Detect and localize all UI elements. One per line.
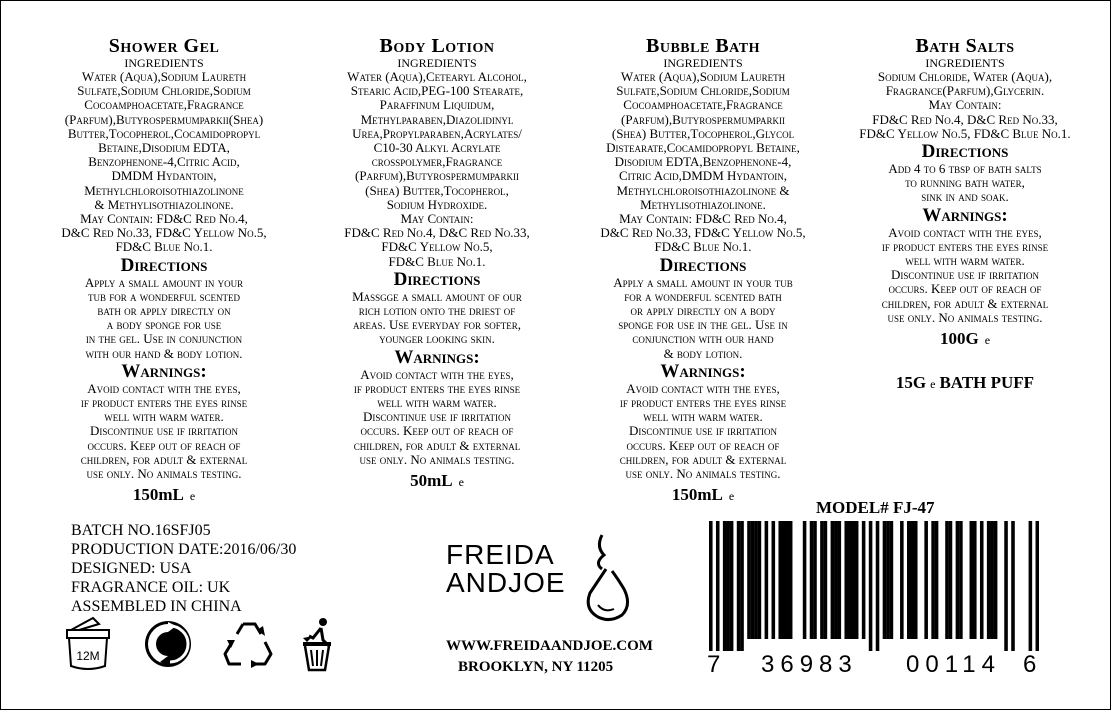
barcode-digit-left: 7	[707, 651, 727, 678]
warnings-heading: Warnings:	[121, 360, 207, 382]
ingredients-text: Sodium Chloride, Water (Aqua), Fragrance(Parfum),Glycerin. May Contain: FD&C Red No.4, D&C Red No.33, FD&C Yellow No.5, FD&C Blue No.1.	[859, 69, 1071, 141]
recycle-icon	[221, 616, 277, 672]
directions-text: Add 4 to 6 tbsp of bath salts to running bath water, sink in and soak.	[888, 161, 1042, 205]
barcode-bar	[758, 521, 762, 639]
barcode-bar	[838, 521, 842, 639]
ingredients-label: INGREDIENTS	[663, 56, 743, 70]
barcode-bar	[803, 521, 807, 639]
estimated-sign: e	[189, 489, 196, 504]
barcode-bar	[910, 521, 914, 639]
bubble-bath-column	[585, 35, 821, 507]
green-dot-icon	[143, 616, 193, 672]
barcode-group-1: 36983	[761, 651, 858, 678]
barcode-bar	[862, 521, 866, 639]
barcode-bar	[855, 521, 859, 639]
barcode-bar	[994, 521, 998, 639]
estimated-sign: e	[458, 475, 464, 490]
size-value: 150mL	[671, 485, 723, 505]
barcode-bar	[747, 521, 751, 639]
barcode-bar	[723, 521, 727, 651]
barcode-bar	[820, 521, 824, 639]
barcode-bar	[789, 521, 793, 639]
barcode-bar	[824, 521, 828, 639]
size-value: 100G	[939, 329, 979, 349]
barcode-bar	[949, 521, 953, 639]
barcode-bar	[973, 521, 977, 639]
barcode-bar	[959, 521, 963, 639]
product-title: Shower Gel	[108, 35, 220, 57]
barcode-bar	[1011, 521, 1015, 651]
barcode-bar	[831, 521, 835, 639]
barcode-bar	[785, 521, 789, 639]
ingredients-text: Water (Aqua),Sodium Laureth Sulfate,Sodium Chloride,Sodium Cocoamphoacetate,Fragrance (Parfum),Butyrospermumparkii (Shea) Butter,Tocopherol,Glycol Distearate,Cocamidopropyl Betaine, Disodium EDTA,Benzophenone-4, Citric Acid,DMDM Hydantoin, Methylchloroisothiazolinone & Methylisothiazolinone. May Contain: FD&C Red No.4, D&C Red No.33, FD&C Yellow No.5, FD&C Blue No.1.	[600, 69, 806, 255]
net-weight	[849, 328, 1081, 351]
barcode-bar	[980, 521, 984, 639]
net-volume	[585, 484, 821, 507]
designed-origin: DESIGNED: USA	[71, 560, 192, 577]
barcode-bar	[1004, 521, 1008, 651]
warnings-heading: Warnings:	[660, 360, 746, 382]
barcode	[709, 521, 1039, 651]
assembly-origin: ASSEMBLED IN CHINA	[71, 598, 242, 615]
barcode-bar	[935, 521, 939, 639]
barcode-bar	[990, 521, 994, 639]
warnings-text: Avoid contact with the eyes, if product enters the eyes rinse well with warm water. Discontinue use if irritation occurs. Keep out of reach of children, for adult & external use only. No animals testing.	[80, 380, 248, 482]
estimated-sign: e	[728, 489, 735, 504]
barcode-bar	[716, 521, 720, 651]
barcode-bar	[1036, 521, 1039, 651]
directions-text: Apply a small amount in your tub for a wonderful scented bath or apply directly on a body sponge for use in the gel. Use in conjunction with our hand & body lotion.	[84, 274, 244, 361]
net-volume	[59, 484, 269, 507]
bath-puff-size: 15G	[895, 373, 927, 393]
barcode-group-2: 00114	[906, 651, 1001, 678]
barcode-bar	[848, 521, 852, 639]
barcode-bar	[730, 521, 734, 651]
batch-info	[71, 521, 296, 616]
ingredients-label: INGREDIENTS	[124, 56, 204, 70]
barcode-bar	[737, 521, 741, 651]
barcode-bar	[907, 521, 911, 639]
barcode-bar	[782, 521, 786, 639]
body-lotion-column	[319, 35, 555, 493]
brand-name-line-2: ANDJOE	[446, 567, 566, 598]
pao-jar-icon	[63, 616, 113, 672]
product-title: Bubble Bath	[646, 35, 760, 57]
production-date: PRODUCTION DATE:2016/06/30	[71, 541, 297, 558]
ingredients-text: Water (Aqua),Cetearyl Alcohol, Stearic Acid,PEG-100 Stearate, Paraffinum Liquidum, Methylparaben,Diazolidinyl Urea,Propylparaben,Acrylates/ C10-30 Alkyl Acrylate crosspolymer,Fragrance (Parfum),Butyrospermumparkii (Shea) Butter,Tocopherol, Sodium Hydroxide. May Contain: FD&C Red No.4, D&C Red No.33, FD&C Yellow No.5, FD&C Blue No.1.	[344, 69, 530, 269]
pao-text: 12M	[76, 649, 100, 663]
bath-puff-weight	[849, 373, 1081, 393]
barcode-bar	[886, 521, 890, 639]
barcode-bar	[851, 521, 855, 639]
barcode-bar	[924, 521, 928, 639]
directions-heading: Directions	[921, 141, 1009, 163]
shower-gel-column	[59, 35, 269, 507]
barcode-bar	[740, 521, 744, 651]
size-value: 150mL	[132, 485, 184, 505]
warnings-heading: Warnings:	[922, 204, 1008, 226]
estimated-sign: e	[984, 333, 991, 348]
batch-number: BATCH NO.16SFJ05	[71, 522, 211, 539]
ingredients-label: INGREDIENTS	[397, 56, 477, 70]
directions-heading: Directions	[659, 254, 747, 276]
barcode-bar	[987, 521, 991, 639]
directions-text: Apply a small amount in your tub for a wonderful scented bath or apply directly on a body sponge for use in the gel. Use in conjunction with our hand & body lotion.	[613, 274, 793, 361]
barcode-bar	[970, 521, 974, 639]
barcode-bar	[765, 521, 769, 639]
product-title: Body Lotion	[379, 35, 495, 57]
barcode-bar	[813, 521, 817, 639]
directions-heading: Directions	[120, 254, 208, 276]
brand-block	[446, 539, 653, 701]
barcode-bar	[754, 521, 758, 639]
barcode-bar	[869, 521, 873, 651]
warnings-text: Avoid contact with the eyes, if product enters the eyes rinse well with warm water. Discontinue use if irritation occurs. Keep out of reach of children, for adult & external use only. No animals testing.	[619, 380, 787, 482]
barcode-bar	[945, 521, 949, 639]
model-number: MODEL# FJ-47	[816, 498, 935, 517]
barcode-bar	[844, 521, 848, 639]
barcode-bar	[890, 521, 894, 639]
barcode-bar	[810, 521, 814, 639]
ingredients-label: INGREDIENTS	[925, 56, 1005, 70]
fragrance-origin: FRAGRANCE OIL: UK	[71, 579, 231, 596]
brand-website: WWW.FREIDAANDJOE.COM	[446, 638, 653, 654]
barcode-bar	[751, 521, 755, 639]
barcode-bar	[876, 521, 880, 651]
barcode-bar	[772, 521, 776, 639]
packaging-symbols	[63, 616, 363, 686]
barcode-bar	[914, 521, 918, 639]
barcode-digit-right: 6	[1023, 651, 1043, 678]
barcode-bar	[931, 521, 935, 639]
barcode-bar	[956, 521, 960, 639]
barcode-bar	[883, 521, 887, 639]
directions-heading: Directions	[393, 268, 481, 290]
pear-logo-icon	[576, 533, 636, 623]
ingredients-text: Water (Aqua),Sodium Laureth Sulfate,Sodium Chloride,Sodium Cocoamphoacetate,Fragrance (Parfum),Butyrospermumparkii(Shea) Butter,Tocopherol,Cocamidopropyl Betaine,Disodium EDTA, Benzophenone-4,Citric Acid, DMDM Hydantoin, Methylchloroisothiazolinone & Methylisothiazolinone. May Contain: FD&C Red No.4, D&C Red No.33, FD&C Yellow No.5, FD&C Blue No.1.	[61, 69, 267, 255]
directions-text: Massgge a small amount of our rich lotion onto the driest of areas. Use everyday for softer, younger looking skin.	[352, 288, 522, 347]
brand-address: BROOKLYN, NY 11205	[458, 659, 614, 675]
bath-puff-label: BATH PUFF	[939, 373, 1035, 393]
bath-salts-column	[849, 35, 1081, 393]
barcode-bar	[709, 521, 713, 651]
warnings-text: Avoid contact with the eyes, if product enters the eyes rinse well with warm water. Discontinue use if irritation occurs. Keep out of reach of children, for adult & external use only. No animals testing.	[881, 224, 1049, 325]
estimated-sign: e	[930, 377, 936, 392]
barcode-bar	[900, 521, 904, 639]
barcode-bar	[1029, 521, 1033, 651]
tidyman-icon	[299, 616, 343, 672]
size-value: 50mL	[410, 471, 453, 491]
net-volume	[319, 470, 555, 493]
warnings-text: Avoid contact with the eyes, if product enters the eyes rinse well with warm water. Discontinue use if irritation occurs. Keep out of reach of children, for adult & external use only. No animals testing.	[353, 366, 521, 467]
barcode-bar	[726, 521, 730, 651]
warnings-heading: Warnings:	[394, 346, 480, 368]
barcode-bar	[778, 521, 782, 639]
product-title: Bath Salts	[915, 35, 1015, 57]
brand-name-line-1: FREIDA	[446, 539, 555, 570]
barcode-bar	[834, 521, 838, 639]
